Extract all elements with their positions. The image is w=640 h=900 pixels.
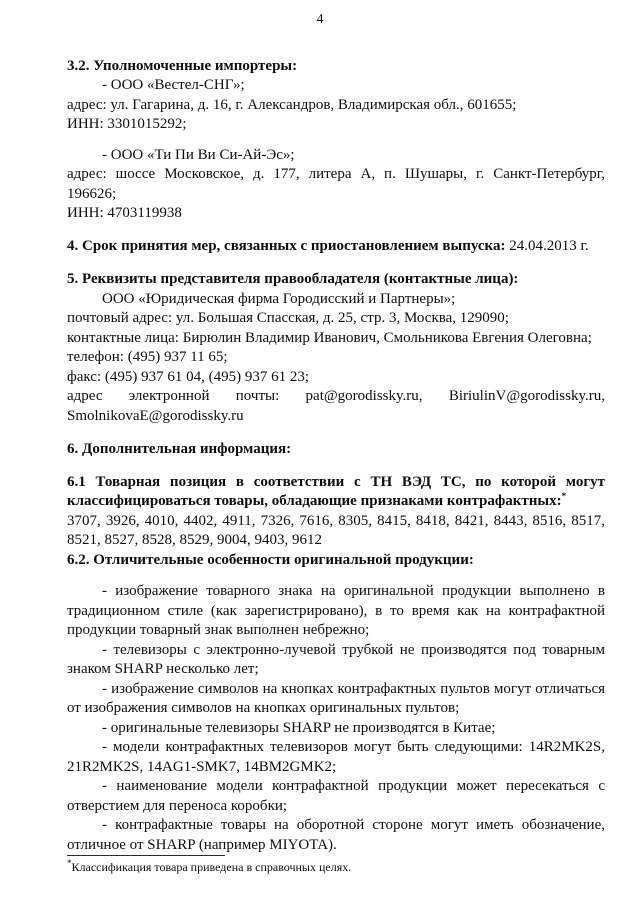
importer-1-inn: ИНН: 3301015292; bbox=[67, 116, 187, 132]
section-4-line bbox=[67, 237, 605, 257]
section-6-1-heading-text: 6.1 Товарная позиция в соответствии с ТН ВЭД ТС, по которой могут классифицироваться товары, обладающие признаками контрафактных: bbox=[67, 473, 605, 509]
feature-item-not-made-in-china: - оригинальные телевизоры SHARP не производятся в Китае; bbox=[102, 719, 496, 736]
contact-persons-line: контактные лица: Бирюлин Владимир Иванович, Смольникова Евгения Олеговна; bbox=[67, 329, 592, 346]
footnote-mark: * bbox=[67, 858, 72, 868]
section-3-2-heading: 3.2. Уполномоченные импортеры: bbox=[67, 57, 298, 74]
section-4-date: 24.04.2013 г. bbox=[509, 237, 589, 254]
distinctive-features-list bbox=[67, 582, 605, 855]
section-6-2-heading: 6.2. Отличительные особенности оригинальной продукции: bbox=[67, 551, 474, 568]
fax-line: факс: (495) 937 61 04, (495) 937 61 23; bbox=[67, 368, 310, 385]
feature-item-counterfeit-models: - модели контрафактных телевизоров могут быть следующими: 14R2MK2S, 21R2MK2S, 14AG1-SMK7, 14BM2GMK2; bbox=[67, 739, 605, 775]
feature-item-trademark-style: - изображение товарного знака на оригинальной продукции выполнено в традиционном стиле (как зарегистрировано), в то время как на контрафактной продукции товарный знак выполнен небрежно; bbox=[67, 583, 605, 638]
phone-line: телефон: (495) 937 11 65; bbox=[67, 349, 228, 365]
representative-company: ООО «Юридическая фирма Городисский и Партнеры»; bbox=[102, 290, 456, 307]
feature-item-box-hole: - наименование модели контрафактной продукции может пересекаться с отверстием для переноса коробки; bbox=[67, 778, 605, 814]
section-6-1-heading bbox=[67, 473, 605, 512]
page-number: 4 bbox=[316, 12, 324, 27]
feature-item-remote-symbols: - изображение символов на кнопках контрафактных пультов могут отличаться от изображения символов на кнопках оригинальных пультов; bbox=[67, 680, 605, 716]
footnote-body: Классификация товара приведена в справочных целях. bbox=[71, 860, 352, 874]
footnote-separator bbox=[67, 855, 225, 856]
section-6-heading: 6. Дополнительная информация: bbox=[67, 441, 292, 457]
tnved-codes: 3707, 3926, 4010, 4402, 4911, 7326, 7616, 8305, 8415, 8418, 8421, 8443, 8516, 8517, 8521, 8527, 8528, 8529, 9004, 9403, 9612 bbox=[67, 512, 605, 548]
importer-1-address: адрес: ул. Гагарина, д. 16, г. Александров, Владимирская обл., 601655; bbox=[67, 96, 517, 113]
importer-2-inn: ИНН: 4703119938 bbox=[67, 205, 182, 221]
feature-item-back-marking: - контрафактные товары на оборотной стороне могут иметь обозначение, отличное от SHARP (например MIYOTA). bbox=[67, 817, 605, 853]
feature-item-crt-tvs: - телевизоры с электронно-лучевой трубкой не производятся под товарным знаком SHARP несколько лет; bbox=[67, 641, 605, 677]
section-4-heading: 4. Срок принятия мер, связанных с приостановлением выпуска: bbox=[67, 237, 506, 254]
footnote-text bbox=[67, 860, 605, 875]
footnote bbox=[67, 855, 605, 875]
section-5-heading: 5. Реквизиты представителя правообладателя (контактные лица): bbox=[67, 271, 519, 287]
postal-address-line: почтовый адрес: ул. Большая Спасская, д. 25, стр. 3, Москва, 129090; bbox=[67, 310, 509, 326]
importer-2-name: - ООО «Ти Пи Ви Си-Ай-Эс»; bbox=[102, 146, 295, 163]
importer-2-address: адрес: шоссе Московское, д. 177, литера А, п. Шушары, г. Санкт-Петербург, 196626; bbox=[67, 166, 605, 202]
email-line: адрес электронной почты: pat@gorodissky.ru, BiriulinV@gorodissky.ru, SmolnikovaE@gorodissky.ru bbox=[67, 388, 605, 424]
importer-1-name: - ООО «Вестел-СНГ»; bbox=[102, 77, 245, 93]
footnote-reference-mark: * bbox=[561, 491, 567, 501]
